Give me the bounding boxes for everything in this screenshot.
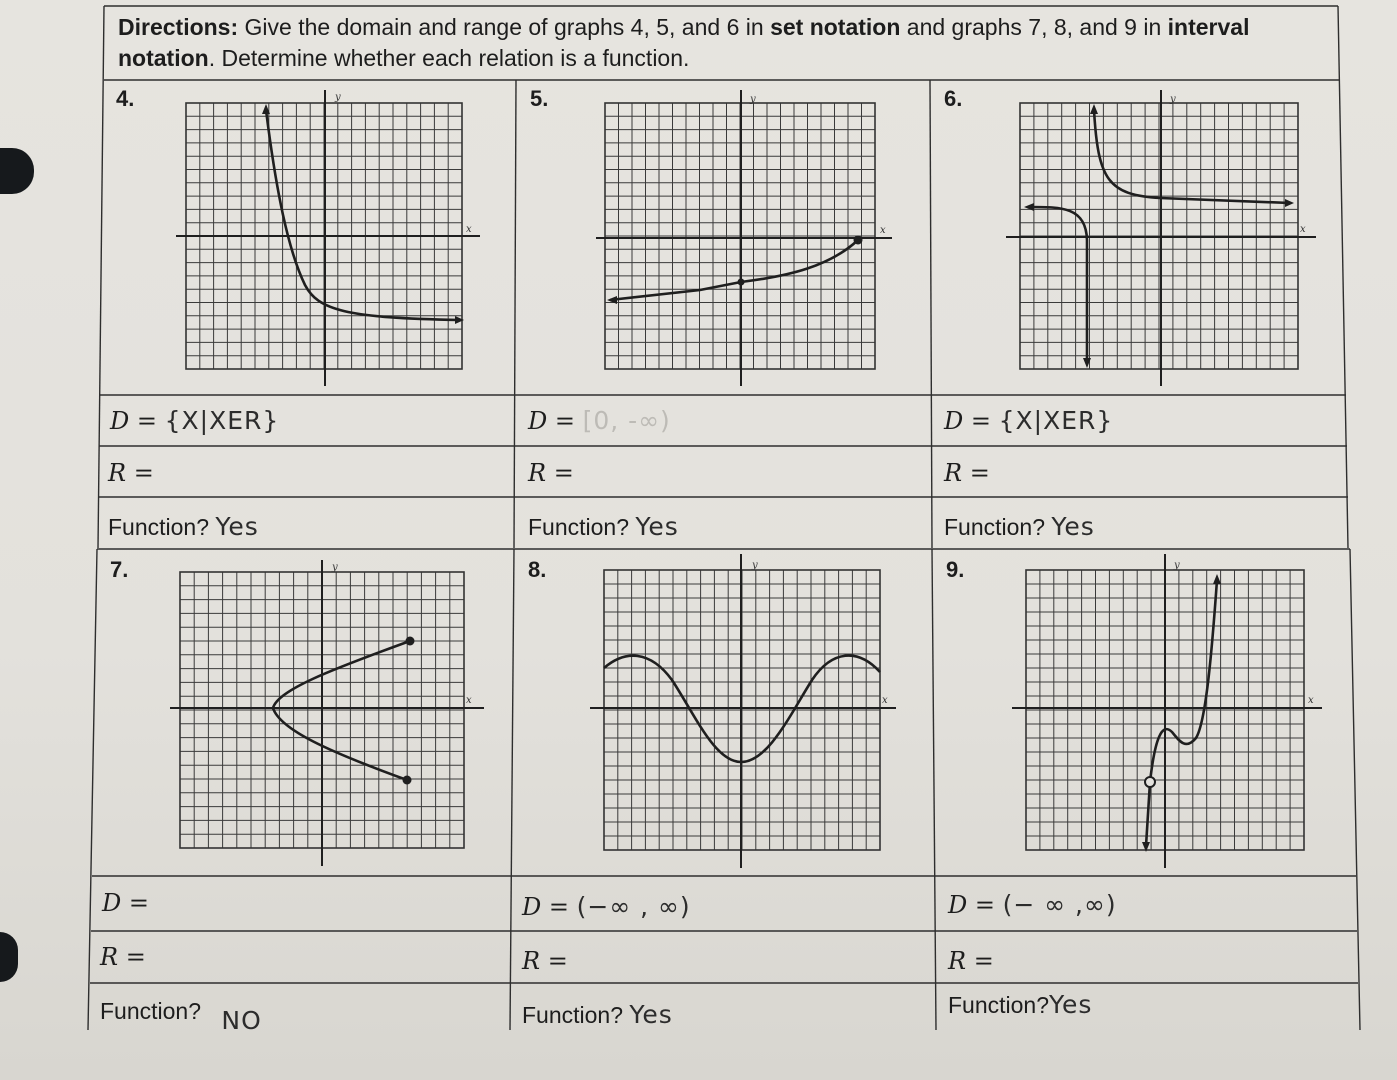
- function-answer-7: NO: [221, 1006, 262, 1035]
- problem-number-4: 4.: [116, 86, 135, 111]
- domain-row-5: D = [0, -∞): [528, 406, 671, 435]
- domain-answer-8: (−∞ , ∞): [576, 892, 691, 921]
- range-row-7: R =: [100, 943, 146, 971]
- x-axis-label: x: [466, 224, 472, 235]
- domain-answer-9: (− ∞ ,∞): [1002, 890, 1117, 919]
- function-answer-5: Yes: [635, 512, 679, 541]
- curve-4: [266, 110, 460, 320]
- directions-text: Directions: Give the domain and range of graphs 4, 5, and 6 in set notation and graphs 7, 8, and 9 in interval notation. Determine whether each relation is a function.: [118, 14, 1250, 71]
- x-axis-label: x: [880, 225, 886, 236]
- x-axis-label: x: [882, 695, 888, 706]
- graph-9: [1010, 552, 1326, 870]
- x-axis-label: x: [1308, 695, 1314, 706]
- domain-row-9: D = (− ∞ ,∞): [948, 890, 1117, 919]
- problem-number-6: 6.: [944, 86, 963, 111]
- range-row-8: R =: [522, 947, 568, 975]
- function-row-5: Function? Yes: [528, 512, 679, 541]
- problem-number-8: 8.: [528, 557, 547, 582]
- graph-6: [1004, 88, 1322, 388]
- function-row-8: Function? Yes: [522, 1000, 673, 1029]
- function-answer-8: Yes: [629, 1000, 673, 1029]
- y-axis-label: y: [335, 92, 341, 103]
- graph-4: [176, 88, 486, 388]
- range-row-9: R =: [948, 947, 994, 975]
- range-row-4: R =: [108, 459, 154, 487]
- domain-row-4: D = {X|XER}: [110, 406, 280, 435]
- graph-5: [594, 88, 894, 388]
- y-axis-label: y: [752, 560, 758, 571]
- domain-answer-5: [0, -∞): [582, 406, 671, 435]
- x-axis-label: x: [466, 695, 472, 706]
- function-row-7: Function? NO: [100, 998, 262, 1035]
- problem-number-9: 9.: [946, 557, 965, 582]
- problem-number-5: 5.: [530, 86, 549, 111]
- y-axis-label: y: [1170, 94, 1176, 105]
- domain-answer-4: {X|XER}: [164, 406, 280, 435]
- function-answer-6: Yes: [1051, 512, 1095, 541]
- graph-8: [588, 552, 900, 870]
- range-row-6: R =: [944, 459, 990, 487]
- y-axis-label: y: [332, 562, 338, 573]
- problem-number-7: 7.: [110, 557, 129, 582]
- y-axis-label: y: [1174, 560, 1180, 571]
- domain-row-8: D = (−∞ , ∞): [522, 892, 691, 921]
- curve-6-left: [1028, 207, 1087, 362]
- function-answer-4: Yes: [215, 512, 259, 541]
- function-row-9: Function?Yes: [948, 990, 1093, 1019]
- x-axis-label: x: [1300, 224, 1306, 235]
- graph-7: [168, 558, 486, 870]
- function-row-6: Function? Yes: [944, 512, 1095, 541]
- function-row-4: Function? Yes: [108, 512, 259, 541]
- domain-row-7: D =: [102, 889, 149, 917]
- domain-answer-6: {X|XER}: [998, 406, 1114, 435]
- domain-row-6: D = {X|XER}: [944, 406, 1114, 435]
- function-answer-9: Yes: [1049, 990, 1093, 1019]
- range-row-5: R =: [528, 459, 574, 487]
- y-axis-label: y: [750, 94, 756, 105]
